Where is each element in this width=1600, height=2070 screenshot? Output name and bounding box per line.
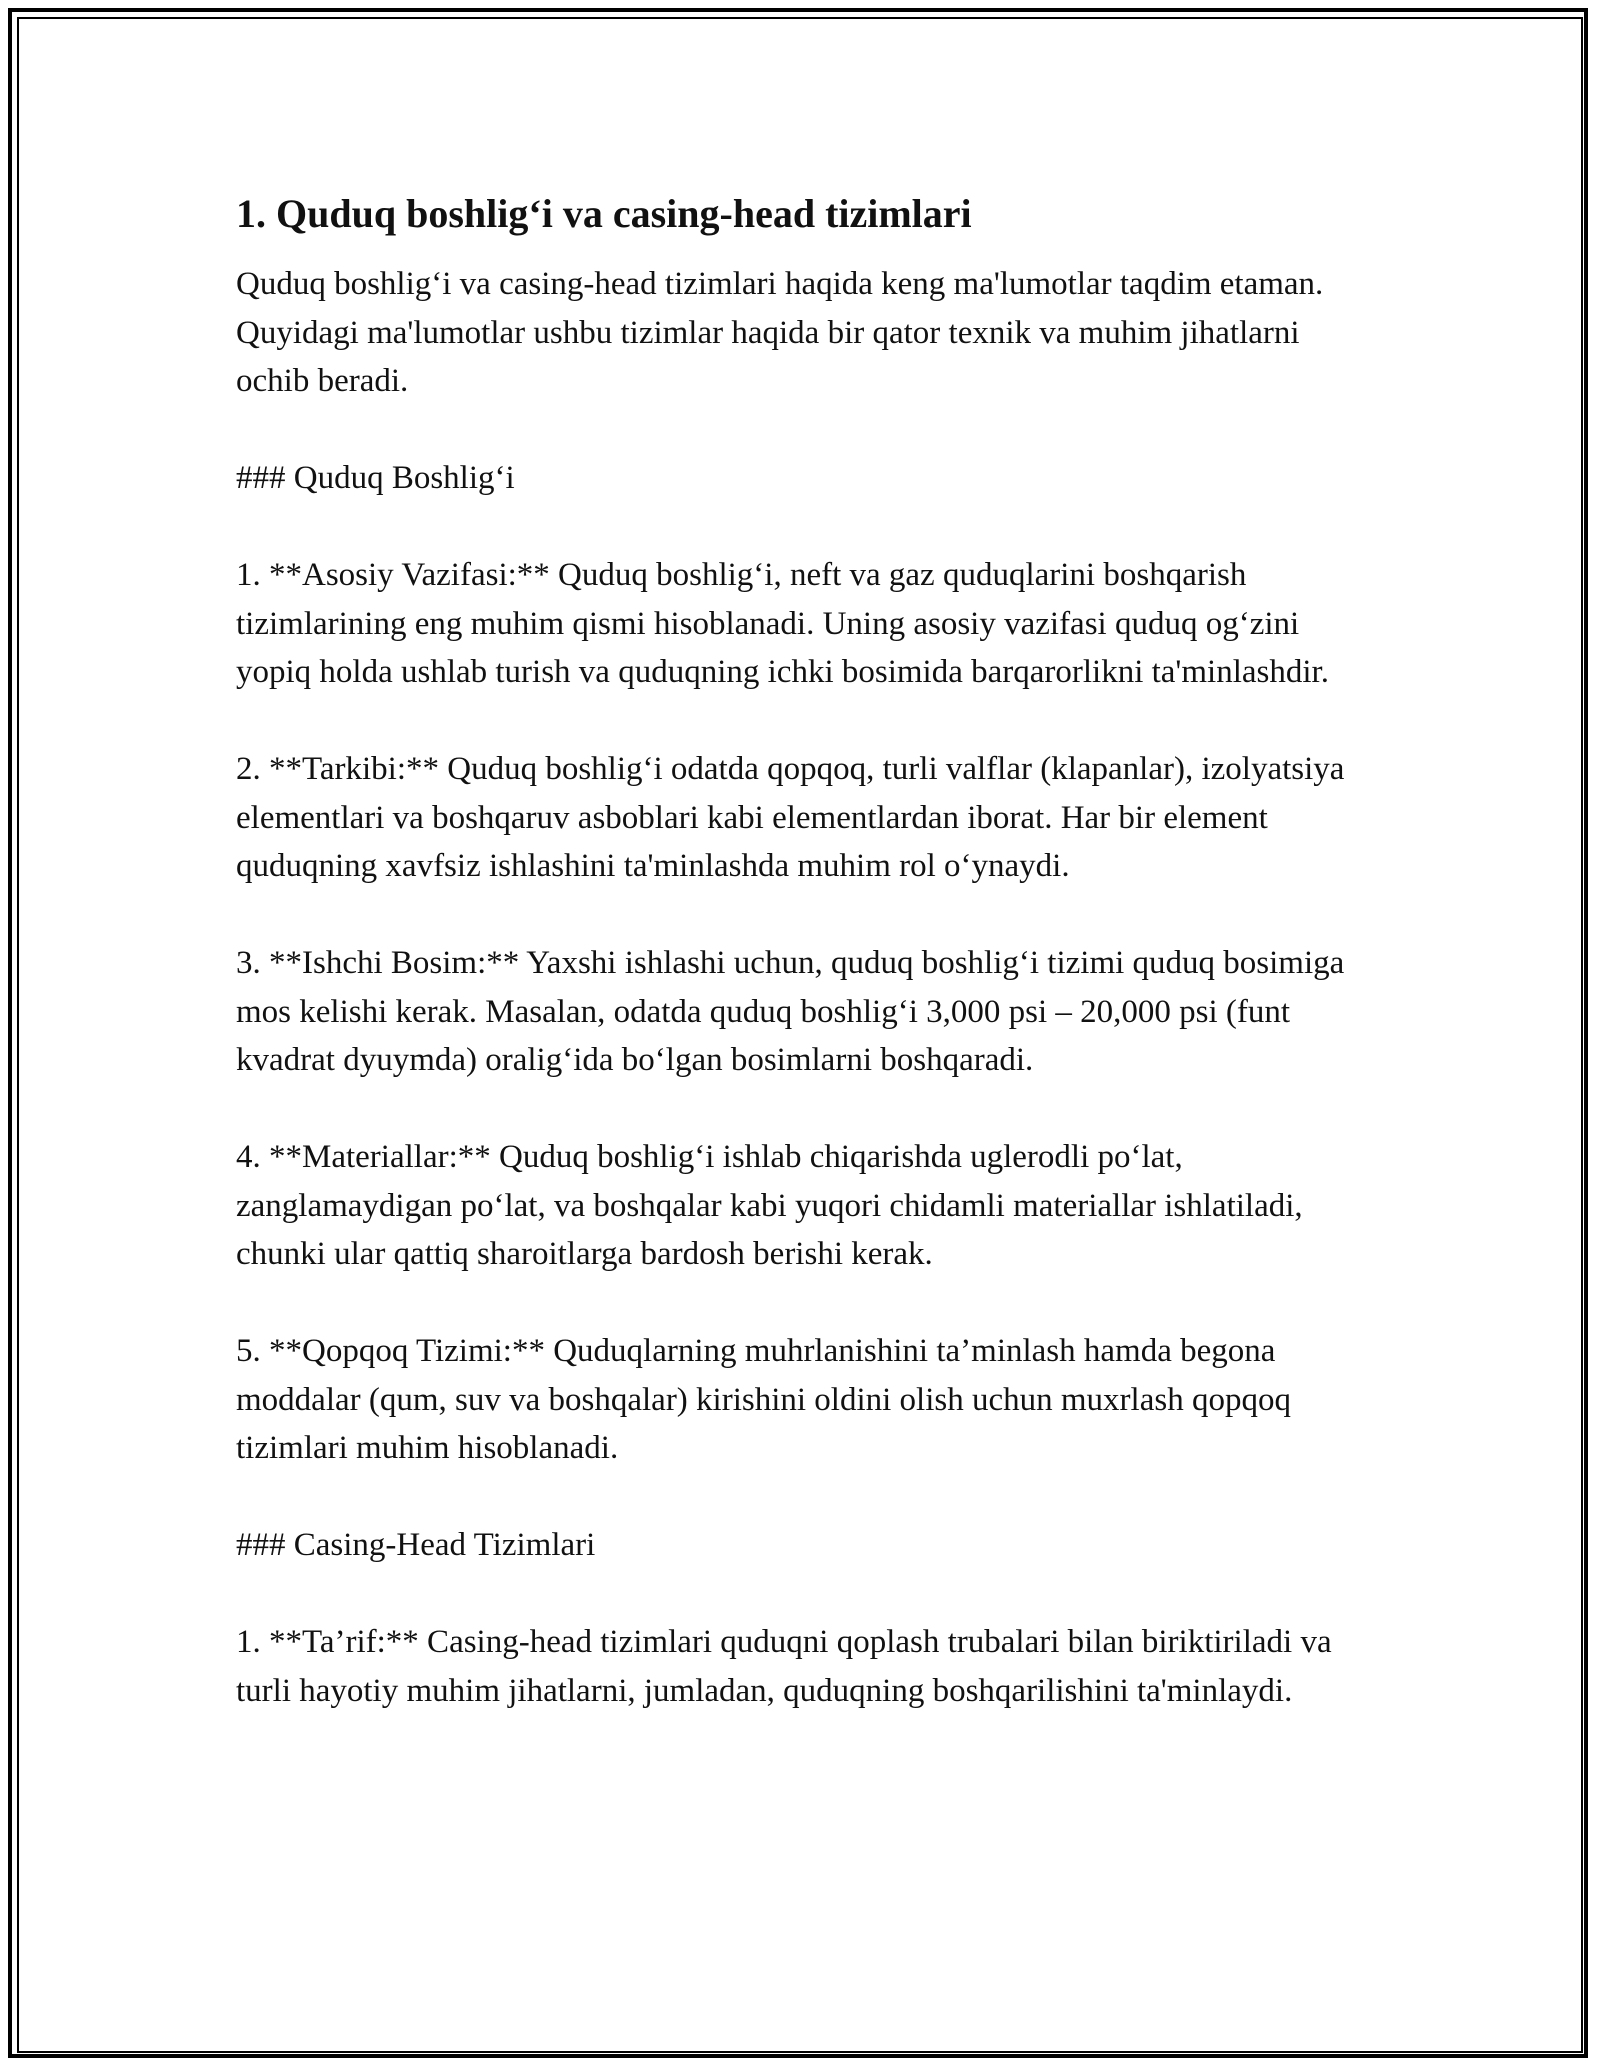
list-item-asosiy-vazifasi: 1. **Asosiy Vazifasi:** Quduq boshlig‘i, neft va gaz quduqlarini boshqarish tizimlarining eng muhim qismi hisoblanadi. Uning asosiy vazifasi quduq og‘zini yopiq holda ushlab turish va quduqning ichki bosimida barqarorlikni ta'minlashdir. [236, 557, 1329, 690]
list-item-tarkibi: 2. **Tarkibi:** Quduq boshlig‘i odatda qopqoq, turli valflar (klapanlar), izolyatsiya elementlari va boshqaruv asboblari kabi elementlardan iborat. Har bir element quduqning xavfsiz ishlashini ta'minlashda muhim rol o‘ynaydi. [236, 751, 1345, 884]
section-heading-casing-head: ### Casing-Head Tizimlari [236, 1527, 596, 1563]
list-item-tarif: 1. **Ta’rif:** Casing-head tizimlari quduqni qoplash trubalari bilan biriktiriladi va turli hayotiy muhim jihatlarni, jumladan, quduqning boshqarilishini ta'minlaydi. [236, 1624, 1332, 1709]
document-title: 1. Quduq boshlig‘i va casing-head tizimlari [236, 191, 972, 236]
document-body [236, 188, 1376, 1764]
section-heading-quduq-boshligi: ### Quduq Boshlig‘i [236, 460, 515, 496]
list-item-materiallar: 4. **Materiallar:** Quduq boshlig‘i ishlab chiqarishda uglerodli po‘lat, zanglamaydigan po‘lat, va boshqalar kabi yuqori chidamli materiallar ishlatiladi, chunki ular qattiq sharoitlarga bardosh berishi kerak. [236, 1139, 1303, 1272]
intro-paragraph: Quduq boshlig‘i va casing-head tizimlari haqida keng ma'lumotlar taqdim etaman. Quyidagi ma'lumotlar ushbu tizimlar haqida bir qator texnik va muhim jihatlarni ochib beradi. [236, 266, 1324, 399]
list-item-ishchi-bosim: 3. **Ishchi Bosim:** Yaxshi ishlashi uchun, quduq boshlig‘i tizimi quduq bosimiga mos kelishi kerak. Masalan, odatda quduq boshlig‘i 3,000 psi – 20,000 psi (funt kvadrat dyuymda) oralig‘ida bo‘lgan bosimlarni boshqaradi. [236, 945, 1345, 1078]
list-item-qopqoq-tizimi: 5. **Qopqoq Tizimi:** Quduqlarning muhrlanishini ta’minlash hamda begona moddalar (qum, suv va boshqalar) kirishini oldini olish uchun muxrlash qopqoq tizimlari muhim hisoblanadi. [236, 1333, 1291, 1466]
